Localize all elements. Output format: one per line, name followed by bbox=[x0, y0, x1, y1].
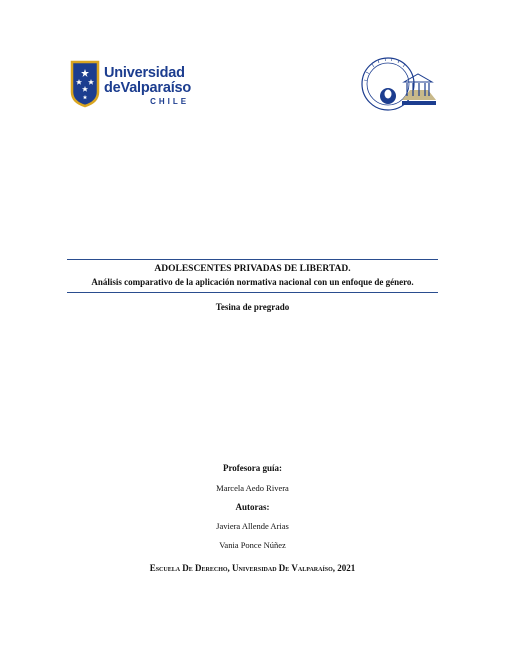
university-country: CHILE bbox=[150, 97, 190, 106]
author-name: Vania Ponce Núñez bbox=[219, 540, 286, 550]
school-footer: Escuela De Derecho, Universidad De Valparaíso, 2021 bbox=[149, 563, 356, 573]
advisor-name: Marcela Aedo Rivera bbox=[216, 483, 289, 493]
authors-label: Autoras: bbox=[235, 502, 270, 512]
document-title: ADOLESCENTES PRIVADAS DE LIBERTAD. bbox=[154, 264, 351, 274]
document-subtitle: Análisis comparativo de la aplicación normativa nacional con un enfoque de género. bbox=[91, 277, 414, 287]
advisor-label: Profesora guía: bbox=[222, 463, 283, 473]
university-name-line2: deValparaíso bbox=[104, 80, 192, 96]
title-rule-top bbox=[67, 259, 438, 260]
thesis-type: Tesina de pregrado bbox=[215, 302, 290, 312]
university-wordmark bbox=[104, 66, 191, 106]
university-name-line1: Universidad bbox=[104, 65, 185, 81]
author-name: Javiera Allende Arias bbox=[216, 521, 289, 531]
university-logo bbox=[70, 60, 190, 112]
title-rule-bottom bbox=[67, 292, 438, 293]
university-shield-icon bbox=[70, 60, 100, 108]
faculty-seal-icon bbox=[358, 52, 438, 116]
